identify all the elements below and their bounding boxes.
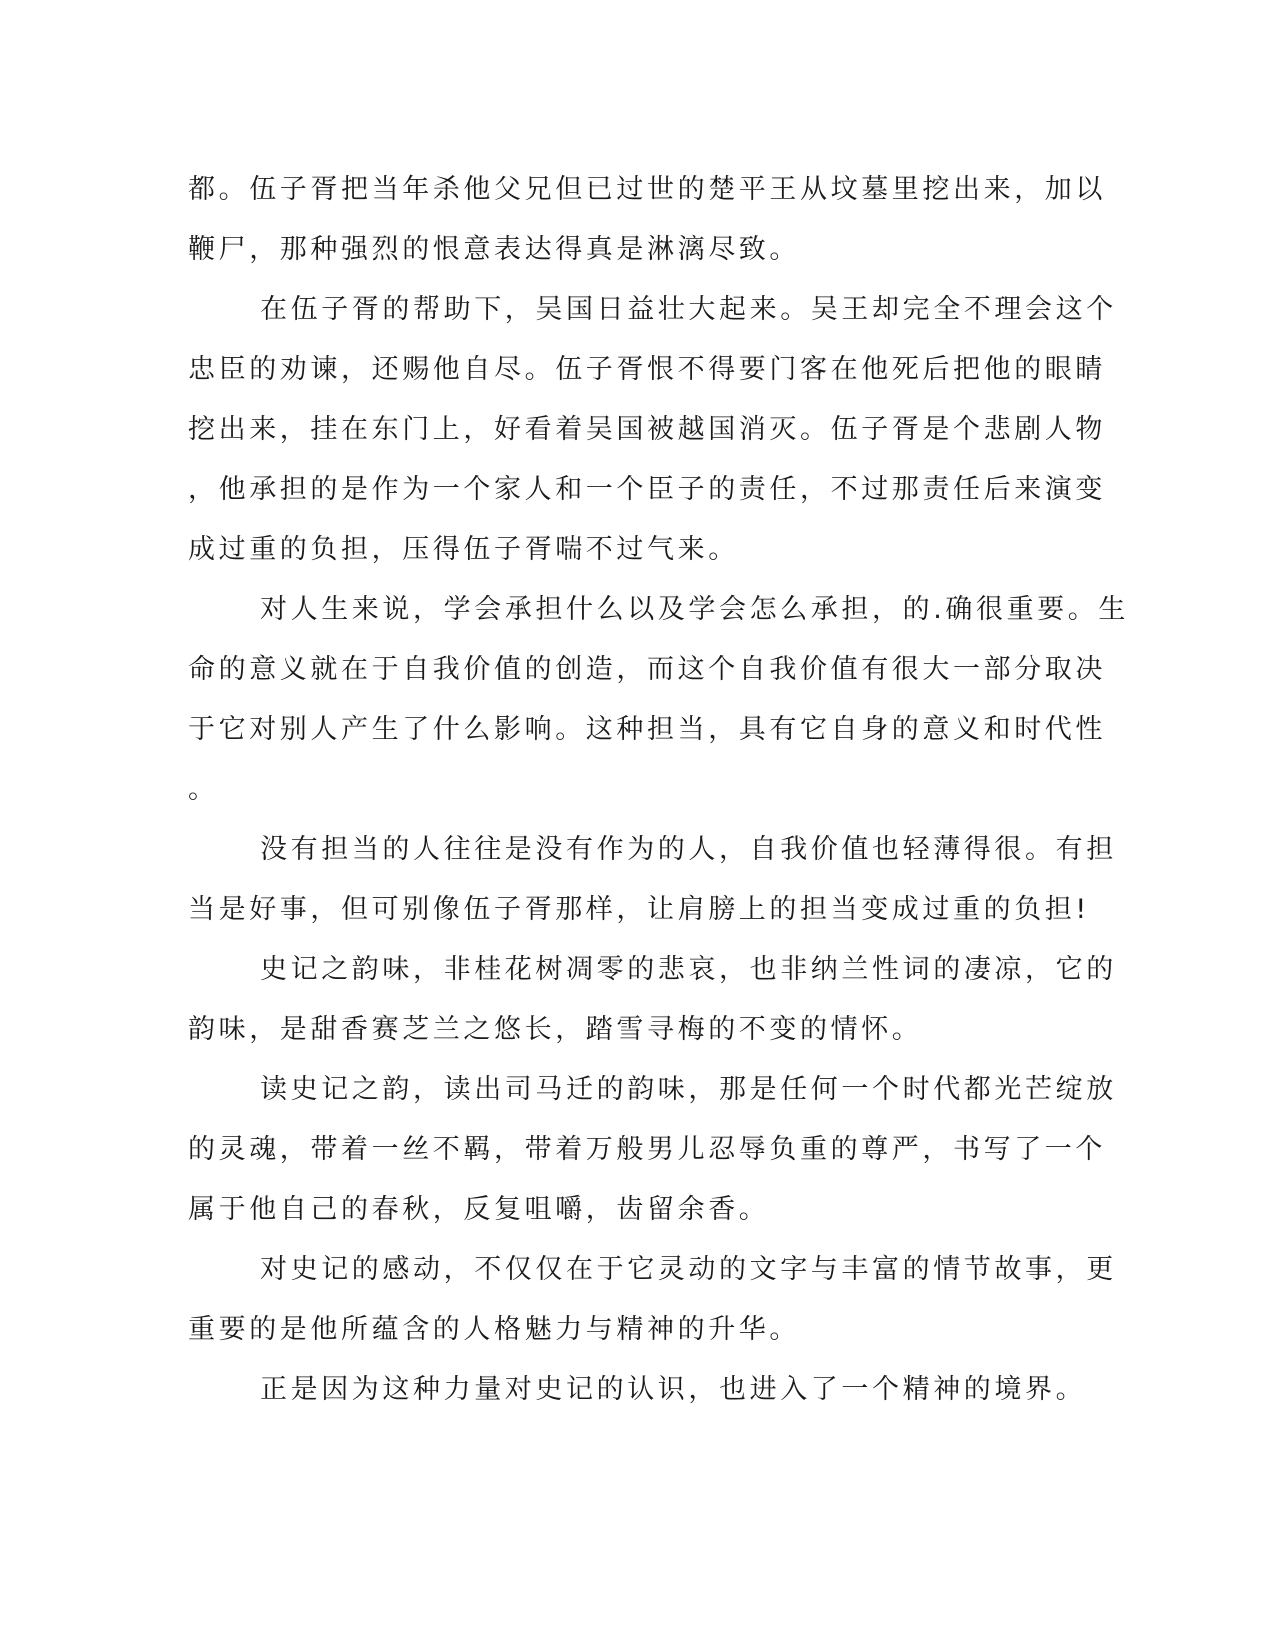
text-line: 属于他自己的春秋，反复咀嚼，齿留余香。 — [188, 1194, 770, 1225]
document-body — [188, 160, 1129, 1420]
text-line: 都。伍子胥把当年杀他父兄但已过世的楚平王从坟墓里挖出来，加以 — [188, 174, 1106, 205]
text-line: 命的意义就在于自我价值的创造，而这个自我价值有很大一部分取决 — [188, 654, 1106, 685]
text-line: 成过重的负担，压得伍子胥喘不过气来。 — [188, 534, 739, 565]
text-line: 忠臣的劝谏，还赐他自尽。伍子胥恨不得要门客在他死后把他的眼睛 — [188, 354, 1106, 385]
text-line: 当是好事，但可别像伍子胥那样，让肩膀上的担当变成过重的负担! — [188, 894, 1090, 925]
text-line: 对人生来说，学会承担什么以及学会怎么承担，的.确很重要。生 — [260, 594, 1129, 625]
text-line: 没有担当的人往往是没有作为的人，自我价值也轻薄得很。有担 — [260, 834, 1117, 865]
text-line: 重要的是他所蕴含的人格魅力与精神的升华。 — [188, 1314, 800, 1345]
text-line: 读史记之韵，读出司马迁的韵味，那是任何一个时代都光芒绽放 — [260, 1074, 1117, 1105]
text-line: 在伍子胥的帮助下，吴国日益壮大起来。吴王却完全不理会这个 — [260, 294, 1117, 325]
text-line: 于它对别人产生了什么影响。这种担当，具有它自身的意义和时代性 — [188, 714, 1106, 745]
text-line: 韵味，是甜香赛芝兰之悠长，踏雪寻梅的不变的情怀。 — [188, 1014, 923, 1045]
text-line: 的灵魂，带着一丝不羁，带着万般男儿忍辱负重的尊严，书写了一个 — [188, 1134, 1106, 1165]
text-line: 对史记的感动，不仅仅在于它灵动的文字与丰富的情节故事，更 — [260, 1254, 1117, 1285]
text-line: 正是因为这种力量对史记的认识，也进入了一个精神的境界。 — [260, 1374, 1087, 1405]
text-line: ，他承担的是作为一个家人和一个臣子的责任，不过那责任后来演变 — [188, 474, 1106, 505]
text-line: 史记之韵味，非桂花树凋零的悲哀，也非纳兰性词的凄凉，它的 — [260, 954, 1117, 985]
text-line: 鞭尸，那种强烈的恨意表达得真是淋漓尽致。 — [188, 234, 800, 265]
text-line: 挖出来，挂在东门上，好看着吴国被越国消灭。伍子胥是个悲剧人物 — [188, 414, 1106, 445]
text-line: 。 — [188, 774, 219, 805]
